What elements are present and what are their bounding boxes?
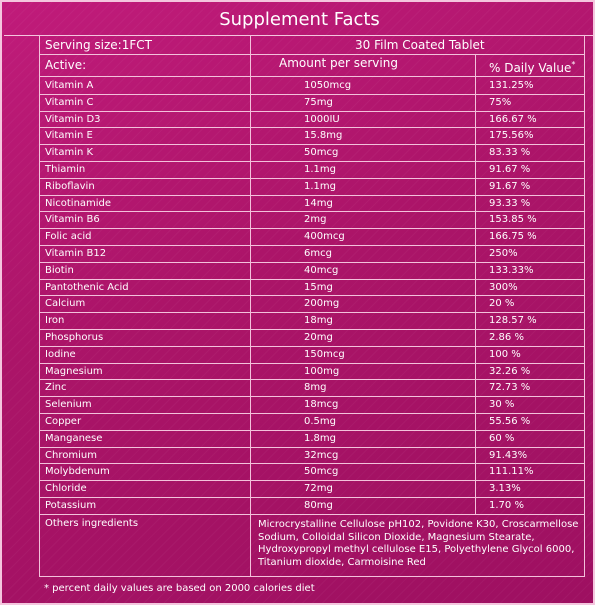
others-ingredients-label: Others ingredients	[45, 518, 139, 529]
nutrient-amount: 15.8mg	[304, 130, 343, 142]
others-ingredients-line: Titanium dioxide, Carmoisine Red	[258, 556, 426, 568]
nutrient-name: Vitamin D3	[45, 113, 101, 125]
nutrient-daily-value: 93.33 %	[489, 197, 531, 209]
nutrient-name: Riboflavin	[45, 180, 95, 192]
nutrient-name: Chromium	[45, 449, 97, 461]
others-ingredients-text	[258, 519, 588, 569]
nutrient-amount: 1.1mg	[304, 180, 336, 192]
nutrient-name: Iron	[45, 315, 65, 327]
nutrient-amount: 80mg	[304, 500, 333, 511]
nutrient-amount: 1050mcg	[304, 80, 352, 91]
nutrient-daily-value: 153.85 %	[489, 214, 537, 226]
nutrient-name: Vitamin K	[45, 147, 94, 159]
nutrient-daily-value: 166.75 %	[489, 231, 537, 243]
nutrient-amount: 18mg	[304, 315, 333, 327]
nutrient-name: Nicotinamide	[45, 197, 112, 209]
nutrient-daily-value: 75%	[489, 96, 512, 108]
nutrient-daily-value: 2.86 %	[489, 332, 524, 343]
nutrient-name: Molybdenum	[45, 466, 110, 478]
table-right-border	[584, 35, 585, 576]
nutrient-amount: 0.5mg	[304, 416, 336, 427]
nutrient-daily-value: 91.67 %	[489, 164, 531, 175]
nutrient-daily-value: 30 %	[489, 399, 515, 411]
nutrient-amount: 50mcg	[304, 466, 339, 478]
nutrient-amount: 14mg	[304, 197, 333, 209]
nutrient-name: Selenium	[45, 399, 92, 411]
nutrient-daily-value: 91.67 %	[489, 180, 531, 192]
nutrient-amount: 75mg	[304, 96, 333, 108]
nutrient-name: Chloride	[45, 483, 87, 495]
nutrient-amount: 1.1mg	[304, 164, 336, 175]
serving-divider	[39, 54, 584, 55]
nutrient-daily-value: 83.33 %	[489, 147, 531, 159]
nutrient-name: Magnesium	[45, 365, 103, 377]
nutrient-amount: 6mcg	[304, 248, 332, 259]
nutrient-name: Vitamin B6	[45, 214, 100, 226]
nutrient-daily-value: 32.26 %	[489, 365, 531, 377]
nutrient-amount: 15mg	[304, 281, 333, 293]
nutrient-amount: 2mg	[304, 214, 327, 226]
nutrient-name: Potassium	[45, 500, 97, 511]
nutrient-daily-value: 3.13%	[489, 483, 521, 495]
nutrient-amount: 72mg	[304, 483, 333, 495]
nutrient-name: Zinc	[45, 382, 67, 394]
nutrient-daily-value: 250%	[489, 248, 518, 259]
nutrient-amount: 100mg	[304, 365, 340, 377]
nutrient-daily-value: 111.11%	[489, 466, 534, 478]
nutrient-name: Folic acid	[45, 231, 92, 243]
others-divider	[39, 576, 585, 577]
footnote: * percent daily values are based on 2000 calories diet	[44, 583, 315, 594]
nutrient-daily-value: 131.25%	[489, 80, 534, 91]
nutrient-amount: 50mcg	[304, 147, 339, 159]
header-divider	[39, 76, 584, 77]
nutrient-amount: 20mg	[304, 332, 333, 343]
nutrient-name: Phosphorus	[45, 332, 104, 343]
nutrient-amount: 8mg	[304, 382, 327, 394]
daily-value-asterisk: *	[571, 60, 576, 69]
column-divider	[475, 54, 476, 514]
row-divider	[39, 514, 584, 515]
table-left-border	[39, 35, 40, 576]
nutrient-daily-value: 1.70 %	[489, 500, 524, 511]
others-ingredients-line: Hydroxypropyl methyl cellulose E15, Polyethylene Glycol 6000,	[258, 544, 575, 556]
daily-value-header	[489, 57, 575, 76]
nutrient-name: Pantothenic Acid	[45, 281, 129, 293]
nutrient-amount: 150mcg	[304, 348, 345, 360]
nutrient-daily-value: 55.56 %	[489, 416, 531, 427]
nutrient-amount: 40mcg	[304, 264, 339, 276]
nutrient-daily-value: 175.56%	[489, 130, 534, 142]
active-header: Active:	[45, 58, 87, 72]
serving-size-value: 30 Film Coated Tablet	[355, 38, 485, 52]
nutrient-daily-value: 300%	[489, 281, 518, 293]
nutrient-daily-value: 128.57 %	[489, 315, 537, 327]
nutrient-name: Vitamin E	[45, 130, 93, 142]
nutrient-daily-value: 20 %	[489, 298, 515, 310]
nutrient-name: Copper	[45, 416, 82, 427]
nutrient-amount: 1000IU	[304, 113, 340, 125]
serving-size-label: Serving size:1FCT	[45, 38, 152, 52]
nutrient-name: Manganese	[45, 432, 103, 444]
nutrient-daily-value: 72.73 %	[489, 382, 531, 394]
panel-title: Supplement Facts	[4, 4, 595, 36]
nutrient-amount: 1.8mg	[304, 432, 336, 444]
nutrient-amount: 32mcg	[304, 449, 339, 461]
nutrient-amount: 200mg	[304, 298, 340, 310]
amount-header: Amount per serving	[279, 56, 398, 70]
nutrient-name: Calcium	[45, 298, 86, 310]
nutrient-name: Vitamin B12	[45, 248, 107, 259]
nutrient-name: Vitamin A	[45, 80, 94, 91]
nutrient-name: Iodine	[45, 348, 76, 360]
nutrient-amount: 400mcg	[304, 231, 345, 243]
nutrient-daily-value: 133.33%	[489, 264, 534, 276]
daily-value-label: % Daily Value	[489, 61, 572, 75]
others-ingredients-line: Sodium, Colloidal Silicon Dioxide, Magnesium Stearate,	[258, 531, 535, 543]
others-ingredients-line: Microcrystalline Cellulose pH102, Povidone K30, Croscarmellose	[258, 519, 579, 530]
nutrient-amount: 18mcg	[304, 399, 339, 411]
nutrient-name: Biotin	[45, 264, 74, 276]
nutrient-name: Thiamin	[45, 164, 86, 175]
column-divider	[250, 35, 251, 576]
nutrient-daily-value: 60 %	[489, 432, 515, 444]
nutrient-daily-value: 166.67 %	[489, 113, 537, 125]
nutrient-daily-value: 91.43%	[489, 449, 528, 461]
nutrient-name: Vitamin C	[45, 96, 94, 108]
nutrient-daily-value: 100 %	[489, 348, 521, 360]
